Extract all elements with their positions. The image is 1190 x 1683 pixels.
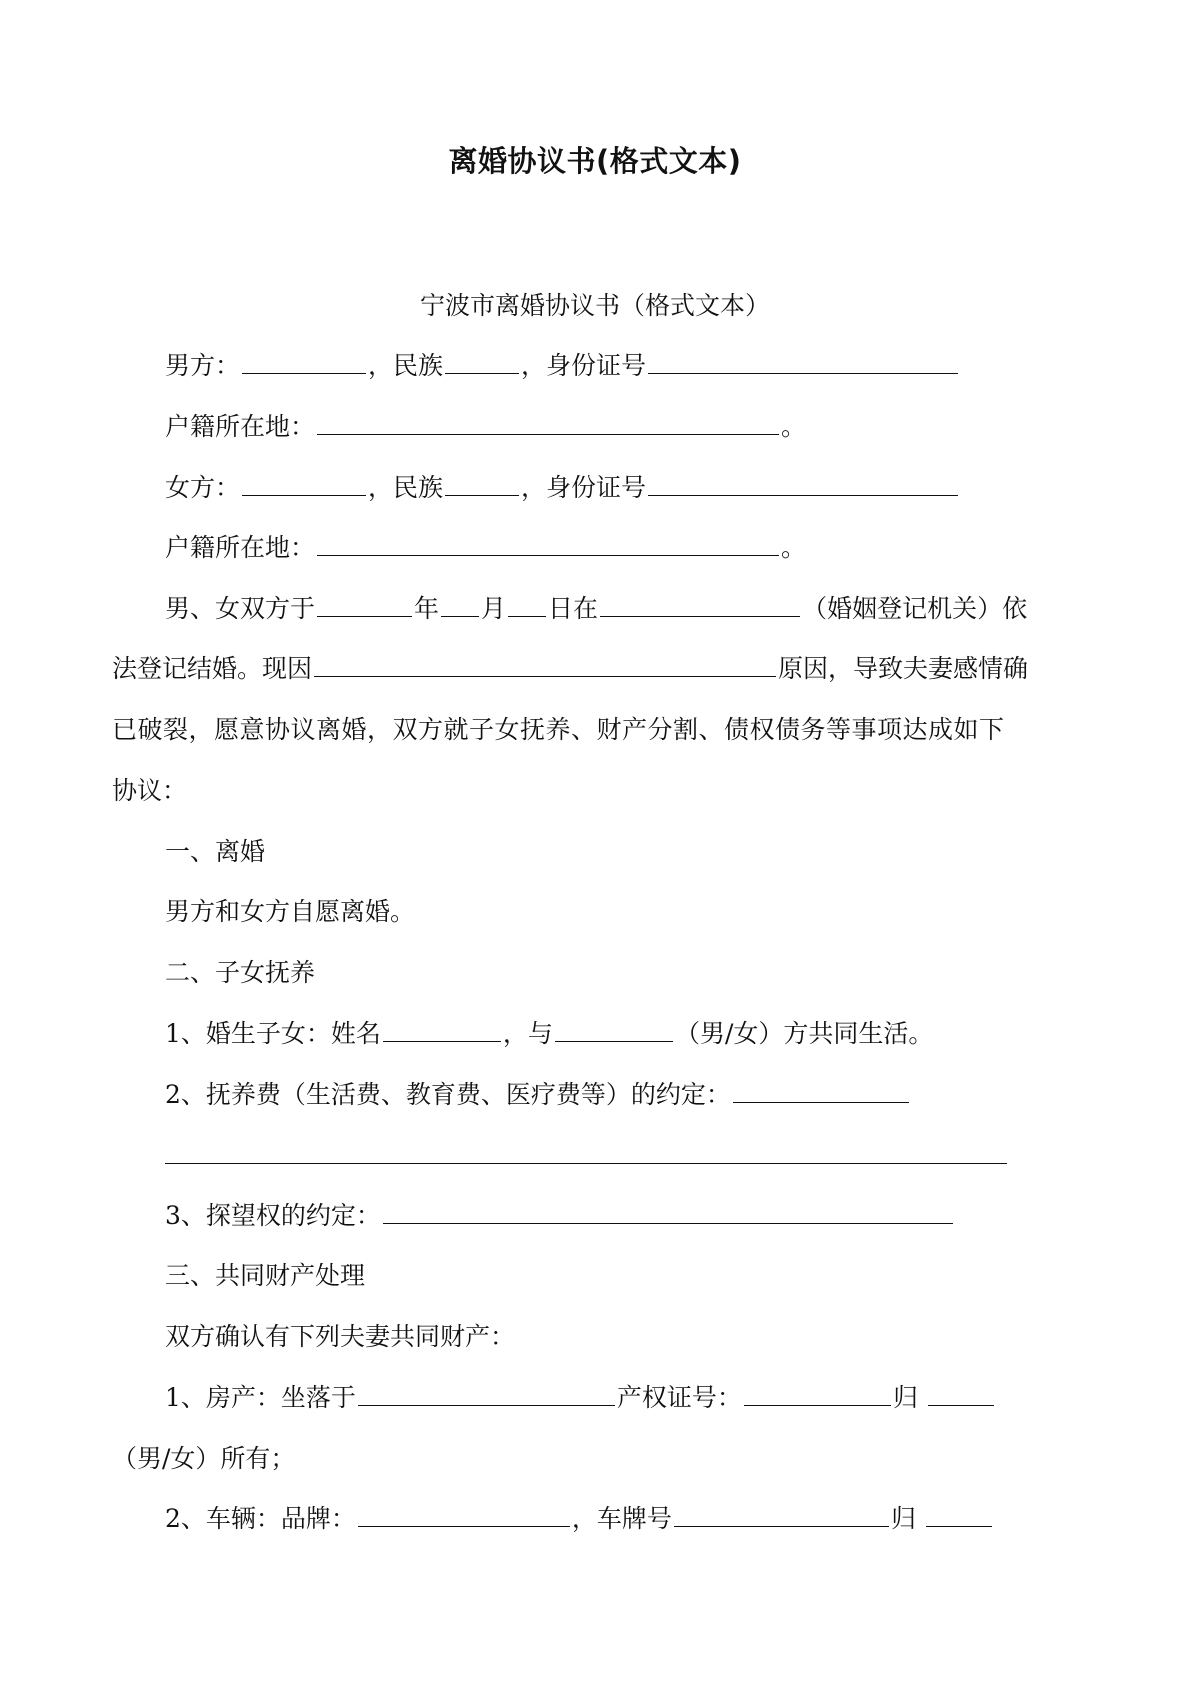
husband-residence-label: 户籍所在地： bbox=[165, 412, 316, 441]
wife-residence-field[interactable] bbox=[317, 531, 779, 556]
property-house-line bbox=[165, 1381, 996, 1415]
house-cert-label: 产权证号： bbox=[616, 1383, 742, 1412]
husband-residence-line bbox=[165, 410, 806, 444]
husband-name-field[interactable] bbox=[242, 349, 366, 374]
marriage-line-1 bbox=[165, 592, 1027, 626]
wife-residence-end: 。 bbox=[781, 533, 807, 562]
child-name-label: 1、婚生子女：姓名 bbox=[165, 1019, 381, 1048]
husband-info-line bbox=[165, 349, 960, 383]
husband-label: 男方： bbox=[165, 351, 241, 380]
wife-name-field[interactable] bbox=[242, 471, 366, 496]
property-intro: 双方确认有下列夫妻共同财产： bbox=[165, 1322, 516, 1351]
husband-id-field[interactable] bbox=[648, 349, 958, 374]
section-1-heading: 一、离婚 bbox=[165, 837, 266, 866]
support-fee-label: 2、抚养费（生活费、教育费、医疗费等）的约定： bbox=[165, 1080, 731, 1109]
wife-id-label: ，身份证号 bbox=[521, 473, 647, 502]
child-item-3 bbox=[165, 1199, 955, 1233]
husband-id-label: ，身份证号 bbox=[521, 351, 647, 380]
wife-label: 女方： bbox=[165, 473, 241, 502]
marriage-reason-intro: 法登记结婚。现因 bbox=[112, 654, 313, 683]
child-item-2 bbox=[165, 1078, 911, 1112]
marriage-line-3: 已破裂，愿意协议离婚，双方就子女抚养、财产分割、债权债务等事项达成如下 bbox=[112, 715, 1005, 744]
wife-residence-line bbox=[165, 531, 806, 565]
house-cert-field[interactable] bbox=[744, 1381, 891, 1406]
house-location-label: 1、房产：坐落于 bbox=[165, 1383, 356, 1412]
husband-residence-field[interactable] bbox=[317, 410, 779, 435]
section-3-heading: 三、共同财产处理 bbox=[165, 1261, 366, 1290]
car-plate-field[interactable] bbox=[674, 1502, 889, 1527]
wife-ethnic-label: ，民族 bbox=[368, 473, 444, 502]
marriage-year-field[interactable] bbox=[317, 592, 412, 617]
house-owner-label: 归 bbox=[892, 1383, 918, 1412]
day-label: 日在 bbox=[548, 594, 599, 623]
visitation-label: 3、探望权的约定： bbox=[165, 1201, 381, 1230]
month-label: 月 bbox=[481, 594, 507, 623]
divorce-reason-field[interactable] bbox=[314, 652, 776, 677]
marriage-month-field[interactable] bbox=[441, 592, 479, 617]
marriage-authority-field[interactable] bbox=[600, 592, 800, 617]
authority-label: （婚姻登记机关）依 bbox=[802, 594, 1028, 623]
child-name-field[interactable] bbox=[383, 1017, 501, 1042]
husband-ethnic-field[interactable] bbox=[445, 349, 519, 374]
support-fee-continuation-field[interactable] bbox=[165, 1163, 1007, 1164]
marriage-intro: 男、女双方于 bbox=[165, 594, 316, 623]
marriage-line-2 bbox=[112, 652, 1028, 686]
marriage-reason-end: 原因，导致夫妻感情确 bbox=[778, 654, 1029, 683]
property-house-end: （男/女）所有； bbox=[112, 1444, 296, 1473]
section-2-heading: 二、子女抚养 bbox=[165, 958, 316, 987]
car-brand-label: 2、车辆：品牌： bbox=[165, 1504, 356, 1533]
house-owner-field[interactable] bbox=[928, 1381, 994, 1406]
child-live-label: （男/女）方共同生活。 bbox=[674, 1019, 934, 1048]
visitation-field[interactable] bbox=[383, 1199, 953, 1224]
house-location-field[interactable] bbox=[358, 1381, 615, 1406]
year-label: 年 bbox=[414, 594, 440, 623]
wife-info-line bbox=[165, 471, 960, 505]
marriage-line-4: 协议： bbox=[112, 776, 188, 805]
marriage-day-field[interactable] bbox=[508, 592, 546, 617]
document-subtitle: 宁波市离婚协议书（格式文本） bbox=[419, 291, 770, 320]
car-plate-label: ，车牌号 bbox=[571, 1504, 672, 1533]
husband-residence-end: 。 bbox=[781, 412, 807, 441]
car-brand-field[interactable] bbox=[358, 1502, 570, 1527]
custody-party-field[interactable] bbox=[555, 1017, 673, 1042]
car-owner-field[interactable] bbox=[926, 1502, 992, 1527]
wife-id-field[interactable] bbox=[648, 471, 958, 496]
support-fee-field[interactable] bbox=[733, 1078, 909, 1103]
husband-ethnic-label: ，民族 bbox=[368, 351, 444, 380]
car-owner-label: 归 bbox=[890, 1504, 916, 1533]
child-with-label: ，与 bbox=[502, 1019, 553, 1048]
property-car-line bbox=[165, 1502, 994, 1536]
page-title: 离婚协议书(格式文本) bbox=[448, 144, 742, 178]
child-item-1 bbox=[165, 1017, 933, 1051]
section-1-text: 男方和女方自愿离婚。 bbox=[165, 897, 416, 926]
wife-residence-label: 户籍所在地： bbox=[165, 533, 316, 562]
wife-ethnic-field[interactable] bbox=[445, 471, 519, 496]
